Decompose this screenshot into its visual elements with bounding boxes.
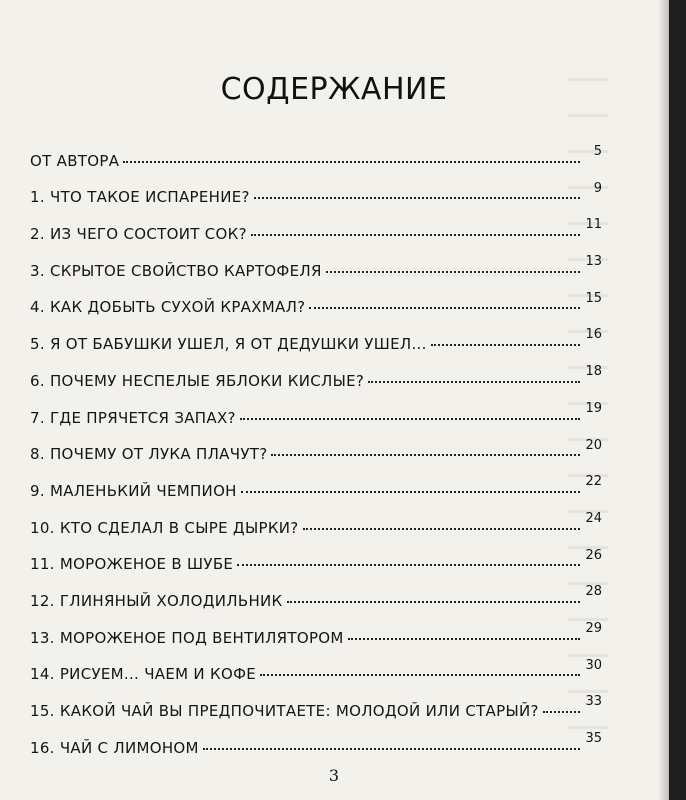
toc-entry — [30, 473, 602, 510]
dot-leader — [123, 161, 580, 163]
dot-leader — [368, 381, 580, 383]
toc-entry-label: 12. ГЛИНЯНЫЙ ХОЛОДИЛЬНИК — [30, 591, 283, 610]
toc-entry-label: 9. МАЛЕНЬКИЙ ЧЕМПИОН — [30, 481, 237, 500]
toc-entry-label: 15. КАКОЙ ЧАЙ ВЫ ПРЕДПОЧИТАЕТЕ: МОЛОДОЙ ИЛИ СТАРЫЙ? — [30, 702, 539, 720]
toc-entry-page: 28 — [585, 584, 602, 600]
toc-entry — [30, 326, 602, 363]
toc-entry-line — [30, 665, 580, 683]
dot-leader — [326, 271, 580, 273]
toc-entry-page: 13 — [585, 254, 602, 270]
toc-entry-label: 11. МОРОЖЕНОЕ В ШУБЕ — [30, 555, 234, 574]
toc-entry — [30, 583, 602, 620]
toc-entry-page: 19 — [585, 400, 602, 416]
toc-entry — [30, 180, 602, 217]
toc-entry — [30, 657, 602, 694]
toc-entry-label: 13. МОРОЖЕНОЕ ПОД ВЕНТИЛЯТОРОМ — [30, 628, 344, 647]
dot-leader — [203, 748, 580, 750]
toc-entry-line — [30, 445, 580, 463]
toc-entry-label: 2. ИЗ ЧЕГО СОСТОИТ СОК? — [30, 225, 247, 244]
toc-entry-page: 5 — [593, 144, 602, 159]
dot-leader — [309, 307, 580, 309]
dot-leader — [431, 344, 580, 346]
dot-leader — [241, 491, 580, 493]
toc-entry-page: 22 — [585, 474, 602, 490]
dot-leader — [260, 674, 580, 676]
page-number: 3 — [328, 766, 340, 785]
toc-entry-page: 11 — [585, 217, 602, 233]
dot-leader — [271, 454, 580, 456]
dot-leader — [303, 528, 580, 530]
toc-entry-label: 6. ПОЧЕМУ НЕСПЕЛЫЕ ЯБЛОКИ КИСЛЫЕ? — [30, 371, 365, 390]
toc-entry-page: 26 — [585, 547, 602, 563]
toc-entry — [30, 510, 602, 547]
toc-entry-page: 35 — [585, 731, 602, 746]
dot-leader — [251, 234, 580, 236]
toc-entry — [30, 437, 602, 474]
page-title: СОДЕРЖАНИЕ — [220, 72, 448, 107]
toc-entry-line — [30, 482, 580, 500]
toc-entry-label: 16. ЧАЙ С ЛИМОНОМ — [30, 738, 199, 757]
dot-leader — [543, 711, 580, 713]
toc-entry-label: 8. ПОЧЕМУ ОТ ЛУКА ПЛАЧУТ? — [30, 445, 268, 464]
toc-entry-line — [30, 592, 580, 610]
toc-entry-line — [30, 188, 580, 206]
toc-entry-line — [30, 335, 580, 353]
dot-leader — [254, 197, 580, 199]
toc-entry-label: ОТ АВТОРА — [30, 151, 120, 170]
toc-entry — [30, 547, 602, 584]
toc-entry — [30, 400, 602, 437]
toc-entry-line — [30, 298, 580, 316]
toc-entry-line — [30, 629, 580, 647]
toc-entry-line — [30, 739, 580, 757]
toc-entry — [30, 693, 602, 730]
toc-entry-line — [30, 409, 580, 427]
toc-entry — [30, 730, 602, 767]
toc-entry-page: 33 — [585, 694, 602, 710]
toc-entry-page: 15 — [585, 290, 602, 306]
toc-entry-page: 9 — [593, 180, 602, 196]
toc-entry-page: 16 — [585, 327, 602, 343]
table-of-contents — [30, 143, 602, 767]
dot-leader — [240, 418, 580, 420]
toc-entry-label: 1. ЧТО ТАКОЕ ИСПАРЕНИЕ? — [30, 188, 250, 207]
toc-entry-line — [30, 519, 580, 537]
toc-entry-line — [30, 702, 580, 720]
toc-entry — [30, 363, 602, 400]
toc-entry-label: 7. ГДЕ ПРЯЧЕТСЯ ЗАПАХ? — [30, 408, 236, 427]
toc-entry-line — [30, 262, 580, 280]
toc-entry-label: 14. РИСУЕМ... ЧАЕМ И КОФЕ — [30, 665, 257, 684]
dot-leader — [348, 638, 580, 640]
toc-entry — [30, 620, 602, 657]
dot-leader — [287, 601, 580, 603]
toc-entry-label: 4. КАК ДОБЫТЬ СУХОЙ КРАХМАЛ? — [30, 298, 306, 317]
toc-entry — [30, 143, 602, 180]
toc-entry-page: 20 — [585, 437, 602, 453]
toc-entry-label: 10. КТО СДЕЛАЛ В СЫРЕ ДЫРКИ? — [30, 518, 299, 537]
toc-entry-label: 3. СКРЫТОЕ СВОЙСТВО КАРТОФЕЛЯ — [30, 261, 322, 280]
toc-entry-line — [30, 555, 580, 573]
toc-entry-page: 18 — [585, 364, 602, 380]
toc-entry — [30, 290, 602, 327]
toc-entry-page: 30 — [585, 657, 602, 673]
dot-leader — [237, 564, 580, 566]
toc-entry-label: 5. Я ОТ БАБУШКИ УШЕЛ, Я ОТ ДЕДУШКИ УШЕЛ... — [30, 335, 427, 354]
toc-entry — [30, 216, 602, 253]
toc-entry-line — [30, 225, 580, 243]
toc-entry-line — [30, 372, 580, 390]
toc-entry — [30, 253, 602, 290]
toc-entry-page: 24 — [585, 510, 602, 526]
toc-entry-page: 29 — [585, 620, 602, 636]
toc-entry-line — [30, 152, 580, 170]
